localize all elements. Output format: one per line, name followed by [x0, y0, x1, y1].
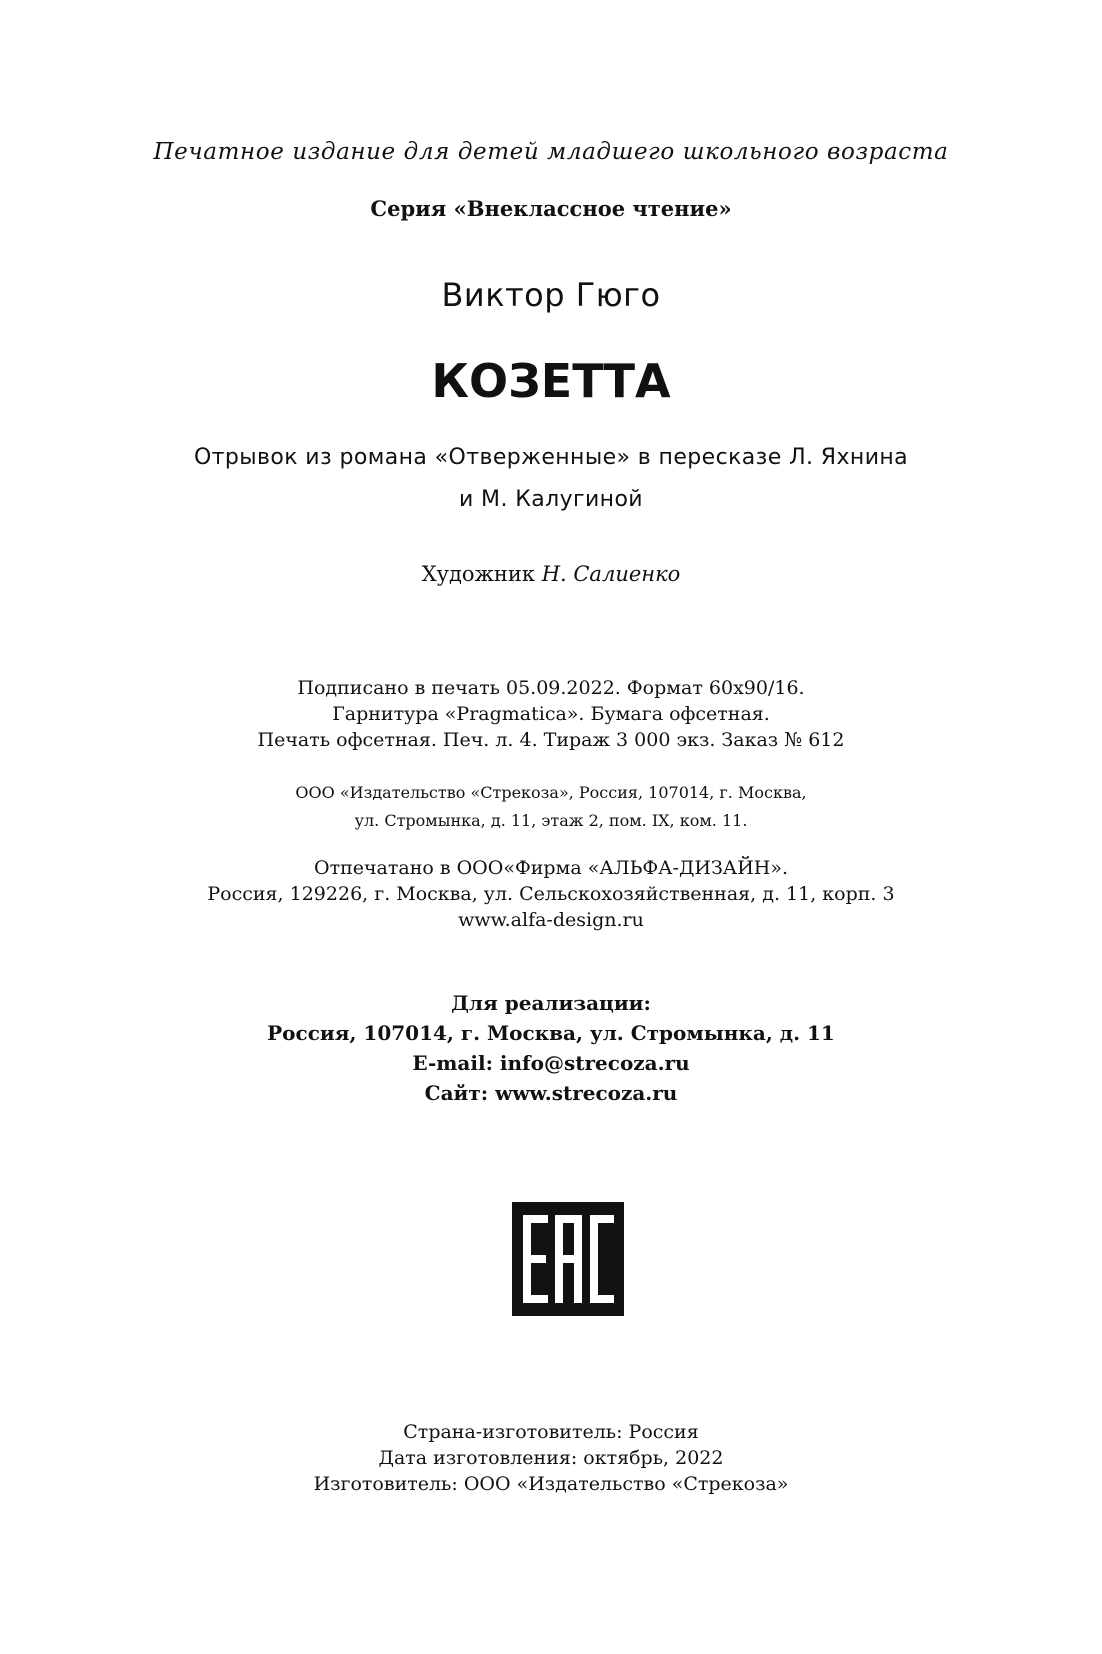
- series-line: Серия «Внеклассное чтение»: [370, 196, 732, 221]
- printer-line-2: Россия, 129226, г. Москва, ул. Сельскохозяйственная, д. 11, корп. 3: [207, 883, 895, 905]
- publisher-line-1: ООО «Издательство «Стрекоза», Россия, 107014, г. Москва,: [295, 783, 807, 802]
- publisher-line-2: ул. Стромынка, д. 11, этаж 2, пом. IX, ком. 11.: [354, 811, 748, 830]
- illustrator-line: [0, 562, 1102, 586]
- author-name: Виктор Гюго: [441, 276, 661, 314]
- sales-email: E-mail: info@strecoza.ru: [412, 1051, 690, 1075]
- sales-site: Сайт: www.strecoza.ru: [424, 1081, 678, 1105]
- subtitle-line-2: и М. Калугиной: [458, 487, 644, 512]
- sales-heading: Для реализации:: [451, 991, 651, 1015]
- printer-website: www.alfa-design.ru: [458, 909, 644, 931]
- illustrator-name: Н. Салиенко: [541, 562, 681, 586]
- book-title: КОЗЕТТА: [431, 354, 671, 408]
- print-info-line-3: Печать офсетная. Печ. л. 4. Тираж 3 000 экз. Заказ № 612: [257, 729, 845, 751]
- print-info-line-2: Гарнитура «Pragmatica». Бумага офсетная.: [332, 703, 770, 725]
- subtitle-line-1: Отрывок из романа «Отверженные» в пересказе Л. Яхнина: [193, 445, 909, 470]
- sales-address: Россия, 107014, г. Москва, ул. Стромынка, д. 11: [267, 1021, 835, 1045]
- manufacturer-date: Дата изготовления: октябрь, 2022: [378, 1447, 724, 1469]
- print-info-line-1: Подписано в печать 05.09.2022. Формат 60х90/16.: [297, 677, 805, 699]
- printer-line-1: Отпечатано в ООО«Фирма «АЛЬФА-ДИЗАЙН».: [314, 857, 788, 879]
- manufacturer-country: Страна-изготовитель: Россия: [403, 1421, 699, 1443]
- eac-conformity-mark: [512, 1202, 624, 1316]
- manufacturer-name: Изготовитель: ООО «Издательство «Стрекоза»: [313, 1473, 789, 1495]
- illustrator-label: Художник: [421, 562, 536, 586]
- audience-line: Печатное издание для детей младшего школьного возраста: [153, 139, 949, 165]
